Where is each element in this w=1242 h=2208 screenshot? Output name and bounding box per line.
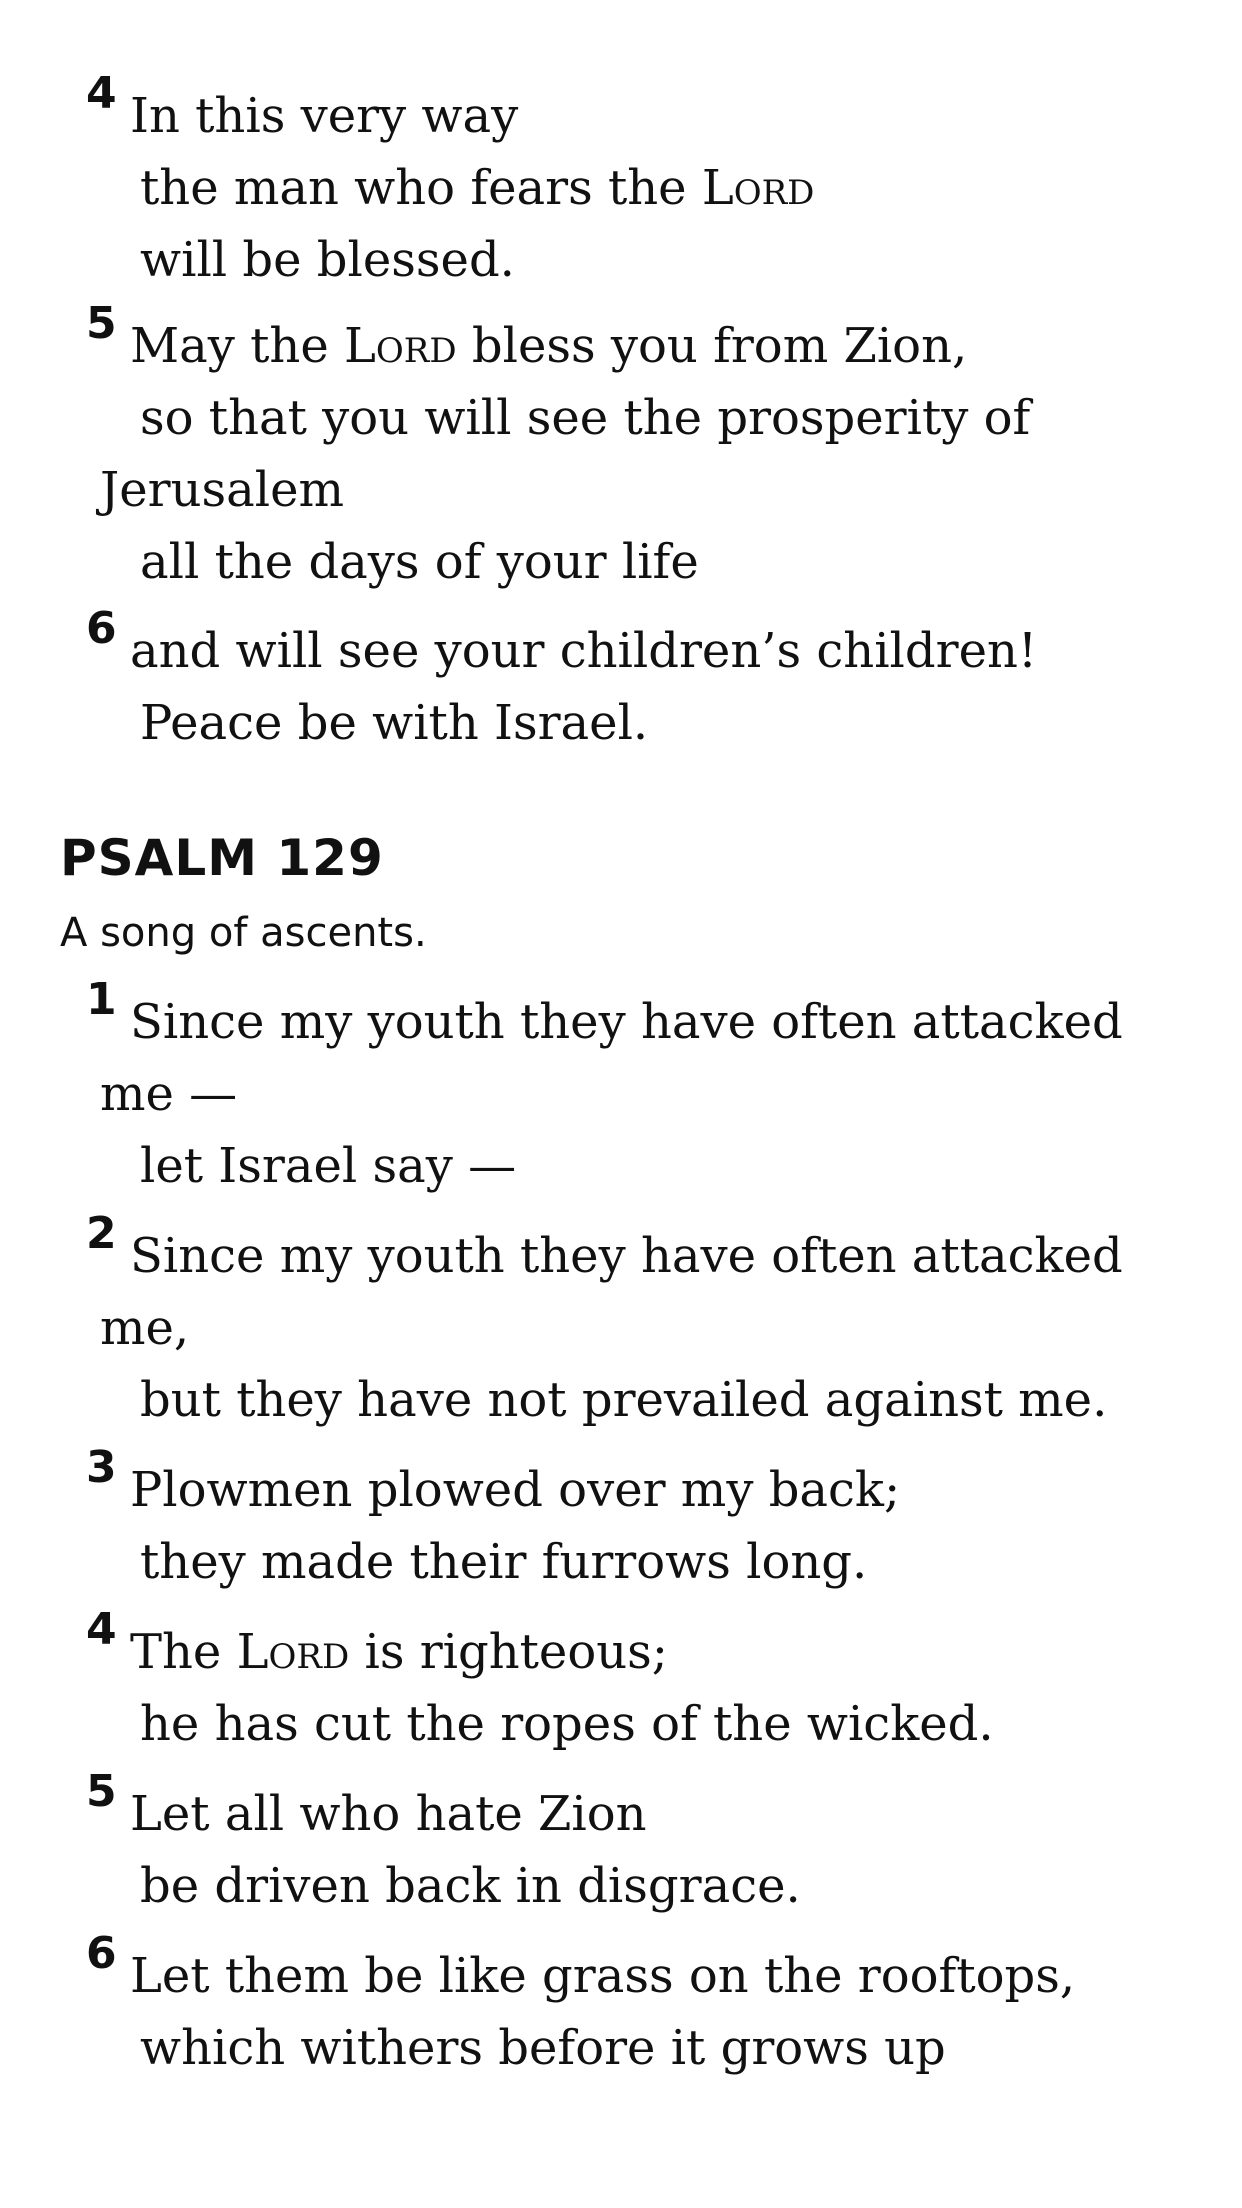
verse-number: 3 xyxy=(86,1442,117,1493)
verse-4-prev xyxy=(0,68,1242,296)
verse-2 xyxy=(0,1208,1242,1436)
verse-1 xyxy=(0,974,1242,1202)
verse-line xyxy=(0,310,1242,382)
verse-line: be driven back in disgrace. xyxy=(140,1858,801,1914)
verse-line: will be blessed. xyxy=(140,232,515,288)
verse-line xyxy=(0,1616,1242,1688)
verse-line: and will see your children’s children! xyxy=(130,623,1038,679)
verse-text: The xyxy=(130,1624,237,1680)
verse-3 xyxy=(0,1442,1242,1598)
verse-line: Jerusalem xyxy=(100,462,345,518)
verse-line: Let them be like grass on the rooftops, xyxy=(130,1948,1076,2004)
verse-line: they made their furrows long. xyxy=(140,1534,868,1590)
psalm-heading: PSALM 129 xyxy=(60,829,384,887)
verse-5 xyxy=(0,1766,1242,1922)
verse-block-5-prev xyxy=(0,298,1242,616)
verse-6-prev xyxy=(0,603,1242,759)
verse-text: the man who fears the xyxy=(140,160,702,216)
verse-block-4 xyxy=(0,1604,1242,1778)
verse-line xyxy=(0,152,1242,224)
verse-4 xyxy=(0,1604,1242,1760)
lord-small-caps: Lord xyxy=(701,160,815,216)
lord-small-caps: Lord xyxy=(236,1624,350,1680)
verse-number: 1 xyxy=(86,974,117,1025)
verse-line: but they have not prevailed against me. xyxy=(140,1372,1108,1428)
verse-number: 5 xyxy=(86,1766,117,1817)
verse-number: 2 xyxy=(86,1208,117,1259)
verse-line: In this very way xyxy=(130,88,519,144)
verse-line: all the days of your life xyxy=(140,534,699,590)
verse-line: me — xyxy=(100,1066,238,1122)
lord-small-caps: Lord xyxy=(344,318,457,374)
verse-block-1 xyxy=(0,974,1242,1220)
verse-block-6-prev xyxy=(0,603,1242,777)
verse-text: bless you from Zion, xyxy=(456,318,968,374)
verse-block-6 xyxy=(0,1928,1242,2102)
verse-line: Since my youth they have often attacked xyxy=(130,994,1123,1050)
verse-6 xyxy=(0,1928,1242,2084)
verse-block-3 xyxy=(0,1442,1242,1616)
verse-line: so that you will see the prosperity of xyxy=(140,390,1031,446)
verse-block-5 xyxy=(0,1766,1242,1940)
verse-line: Let all who hate Zion xyxy=(130,1786,647,1842)
verse-line: which withers before it grows up xyxy=(140,2020,946,2076)
verse-line: he has cut the ropes of the wicked. xyxy=(140,1696,994,1752)
verse-number: 4 xyxy=(86,68,117,119)
verse-number: 4 xyxy=(86,1604,117,1655)
verse-line: Peace be with Israel. xyxy=(140,695,649,751)
verse-text: is righteous; xyxy=(349,1624,668,1680)
verse-line: me, xyxy=(100,1300,190,1356)
verse-line: Plowmen plowed over my back; xyxy=(130,1462,901,1518)
verse-number: 5 xyxy=(86,298,117,349)
psalm-subtitle: A song of ascents. xyxy=(60,910,427,956)
verse-number: 6 xyxy=(86,1928,117,1979)
verse-5-prev xyxy=(0,298,1242,598)
verse-block-top xyxy=(0,68,1242,314)
verse-line: let Israel say — xyxy=(140,1138,517,1194)
verse-line: Since my youth they have often attacked xyxy=(130,1228,1123,1284)
verse-block-2 xyxy=(0,1208,1242,1454)
verse-number: 6 xyxy=(86,603,117,654)
verse-text: May the xyxy=(130,318,345,374)
